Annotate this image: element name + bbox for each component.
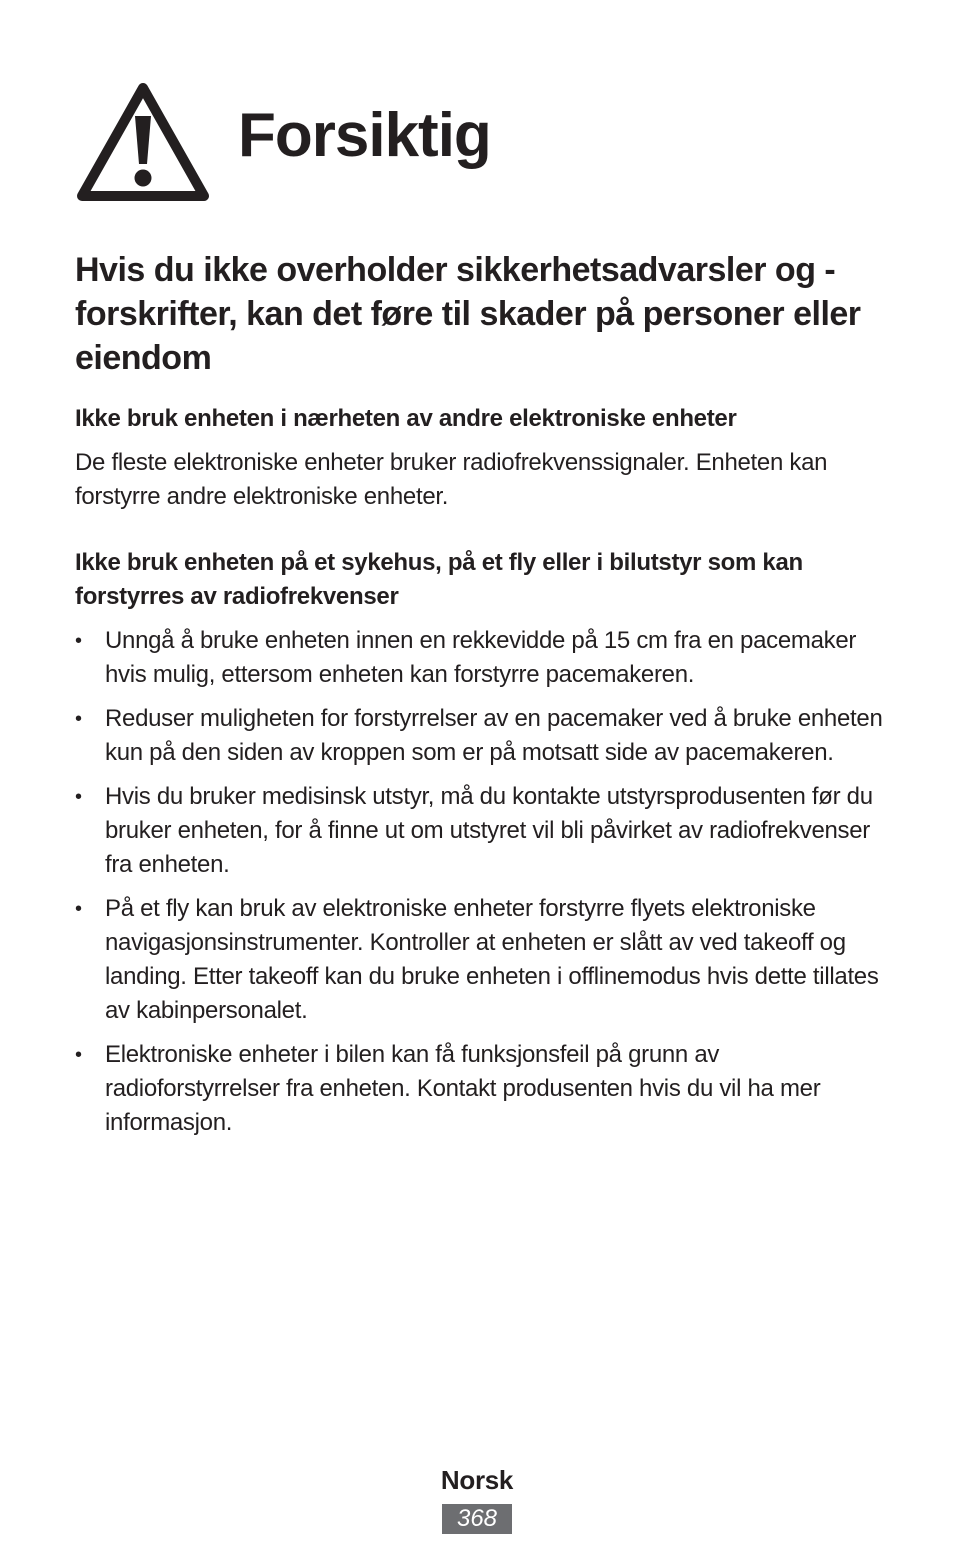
bullet-icon: •: [75, 898, 82, 920]
bullet-icon: •: [75, 630, 82, 652]
page-footer: [0, 1464, 954, 1534]
bullet-icon: •: [75, 708, 82, 730]
footer-language: Norsk: [440, 1465, 514, 1495]
list-item-text: Unngå å bruke enheten innen en rekkevidde på 15 cm fra en pacemaker hvis mulig, ettersom enheten kan forstyrre pacemakeren.: [105, 627, 857, 688]
list-item: [75, 892, 895, 1028]
bullet-icon: •: [75, 1044, 82, 1066]
section-heading-nearby-devices: Ikke bruk enheten i nærheten av andre elektroniske enheter: [75, 405, 737, 432]
page-number: 368: [442, 1504, 512, 1534]
list-item: [75, 624, 895, 692]
bullet-list: [75, 624, 895, 1140]
list-item: [75, 1038, 895, 1140]
main-content: [75, 248, 895, 1150]
page-title: Forsiktig: [238, 101, 491, 170]
bullet-icon: •: [75, 786, 82, 808]
section-heading-hospital-aircraft: Ikke bruk enheten på et sykehus, på et fly eller i bilutstyr som kan forstyrres av radiofrekvenser: [75, 549, 803, 610]
list-item: [75, 780, 895, 882]
list-item-text: Hvis du bruker medisinsk utstyr, må du kontakte utstyrsprodusenten før du bruker enheten, for å finne ut om utstyret vil bli påvirket av radiofrekvenser fra enheten.: [105, 783, 873, 878]
warning-triangle-icon: [74, 80, 212, 204]
list-item-text: Elektroniske enheter i bilen kan få funksjonsfeil på grunn av radioforstyrrelser fra enheten. Kontakt produsenten hvis du vil ha mer informasjon.: [105, 1041, 821, 1136]
section-paragraph-nearby-devices: De fleste elektroniske enheter bruker radiofrekvenssignaler. Enheten kan forstyrre andre elektroniske enheter.: [75, 449, 828, 510]
list-item-text: På et fly kan bruk av elektroniske enheter forstyrre flyets elektroniske navigasjonsinstrumenter. Kontroller at enheten er slått av ved takeoff og landing. Etter takeoff kan du bruke enheten i offlinemodus hvis dette tillates av kabinpersonalet.: [105, 895, 879, 1024]
list-item: [75, 702, 895, 770]
lead-heading: Hvis du ikke overholder sikkerhetsadvarsler og -forskrifter, kan det føre til skader på personer eller eiendom: [75, 251, 861, 377]
page-header: [74, 80, 491, 204]
list-item-text: Reduser muligheten for forstyrrelser av en pacemaker ved å bruke enheten kun på den siden av kroppen som er på motsatt side av pacemakeren.: [105, 705, 883, 766]
